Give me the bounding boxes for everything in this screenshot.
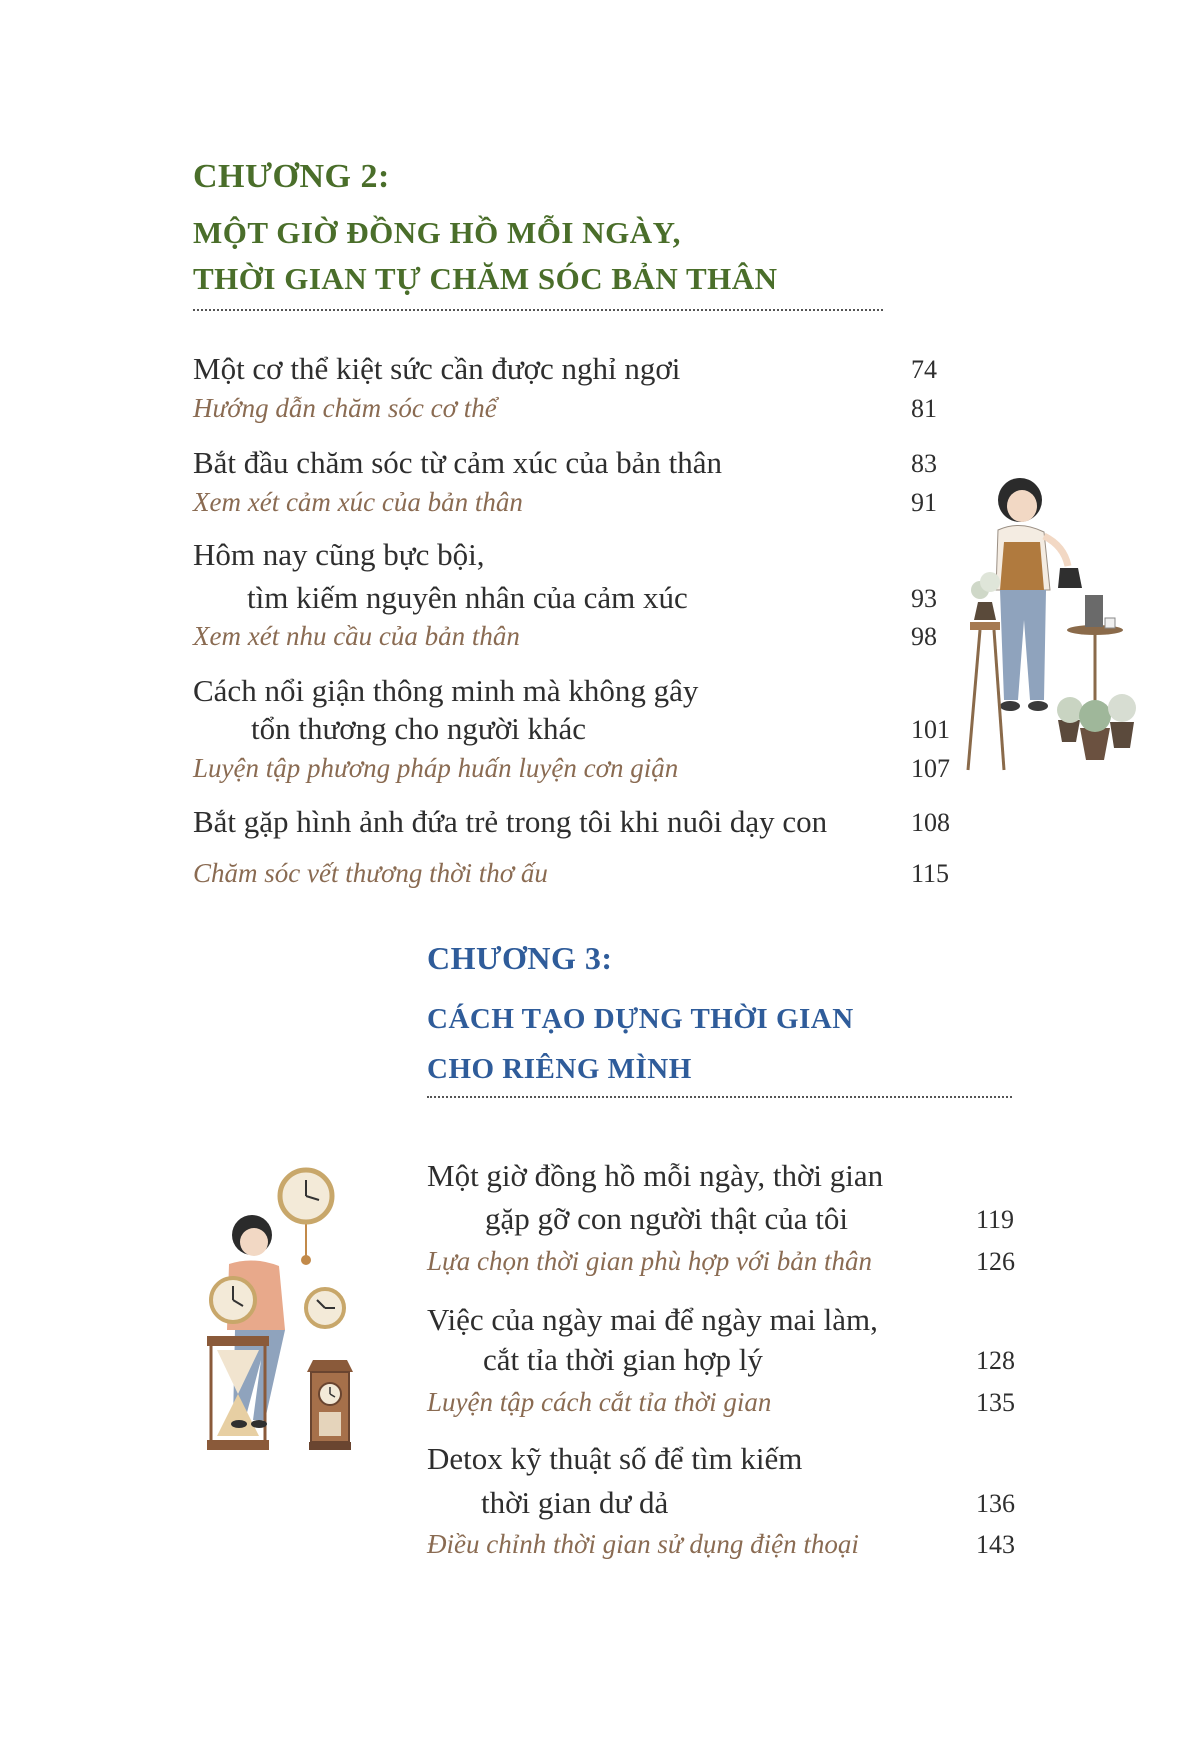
chapter3-divider [427,1096,1012,1098]
chapter3-title-line1: CÁCH TẠO DỰNG THỜI GIAN [427,1003,854,1035]
toc-entry-continued[interactable]: tổn thương cho người khác [251,711,587,746]
toc-subentry[interactable]: Luyện tập cách cắt tỉa thời gian [427,1387,772,1417]
page-number: 74 [911,355,937,384]
page-number: 81 [911,394,937,423]
toc-entry[interactable]: Bắt gặp hình ảnh đứa trẻ trong tôi khi nuôi dạy con [193,804,828,839]
page-number: 83 [911,449,937,478]
toc-subentry[interactable]: Điều chỉnh thời gian sử dụng điện thoại [427,1529,859,1559]
chapter2-title-line1: MỘT GIỜ ĐỒNG HỒ MỖI NGÀY, [193,215,681,250]
toc-subentry[interactable]: Luyện tập phương pháp huấn luyện cơn giận [193,753,679,783]
chapter2-title-line2: THỜI GIAN TỰ CHĂM SÓC BẢN THÂN [193,261,778,296]
woman-with-clocks-illustration [195,1160,375,1470]
toc-entry[interactable]: Bắt đầu chăm sóc từ cảm xúc của bản thân [193,445,722,480]
page-number: 101 [911,715,950,744]
page-number: 115 [911,859,950,888]
toc-entry[interactable]: Một giờ đồng hồ mỗi ngày, thời gian [427,1158,884,1193]
woman-pouring-coffee-illustration [960,470,1150,780]
page-number: 108 [911,808,950,837]
toc-entry[interactable]: Hôm nay cũng bực bội, [193,537,485,572]
page-number: 119 [976,1205,1015,1234]
page-number: 98 [911,622,937,651]
page-number: 107 [911,754,950,783]
page-number: 93 [911,584,937,613]
chapter3-title-line2: CHO RIÊNG MÌNH [427,1053,692,1085]
toc-entry-continued[interactable]: cắt tỉa thời gian hợp lý [483,1342,763,1377]
toc-subentry[interactable]: Xem xét nhu cầu của bản thân [193,621,520,651]
toc-entry[interactable]: Detox kỹ thuật số để tìm kiếm [427,1441,803,1476]
toc-subentry[interactable]: Xem xét cảm xúc của bản thân [193,487,523,517]
page-number: 136 [976,1489,1015,1518]
toc-subentry[interactable]: Hướng dẫn chăm sóc cơ thể [193,393,497,423]
toc-entry[interactable]: Một cơ thể kiệt sức cần được nghỉ ngơi [193,351,681,386]
chapter3-label: CHƯƠNG 3: [427,940,613,976]
toc-entry[interactable]: Việc của ngày mai để ngày mai làm, [427,1302,878,1337]
page-number: 128 [976,1346,1015,1375]
page-number: 126 [976,1247,1015,1276]
chapter2-divider [193,309,883,311]
chapter2-label: CHƯƠNG 2: [193,158,390,195]
toc-entry-continued[interactable]: gặp gỡ con người thật của tôi [485,1201,848,1236]
page-number: 135 [976,1388,1015,1417]
page-number: 91 [911,488,937,517]
toc-entry-continued[interactable]: thời gian dư dả [481,1485,669,1520]
page-number: 143 [976,1530,1015,1559]
toc-subentry[interactable]: Lựa chọn thời gian phù hợp với bản thân [427,1246,872,1276]
toc-subentry[interactable]: Chăm sóc vết thương thời thơ ấu [193,858,548,888]
toc-entry[interactable]: Cách nổi giận thông minh mà không gây [193,673,699,708]
toc-entry-continued[interactable]: tìm kiếm nguyên nhân của cảm xúc [247,580,688,615]
